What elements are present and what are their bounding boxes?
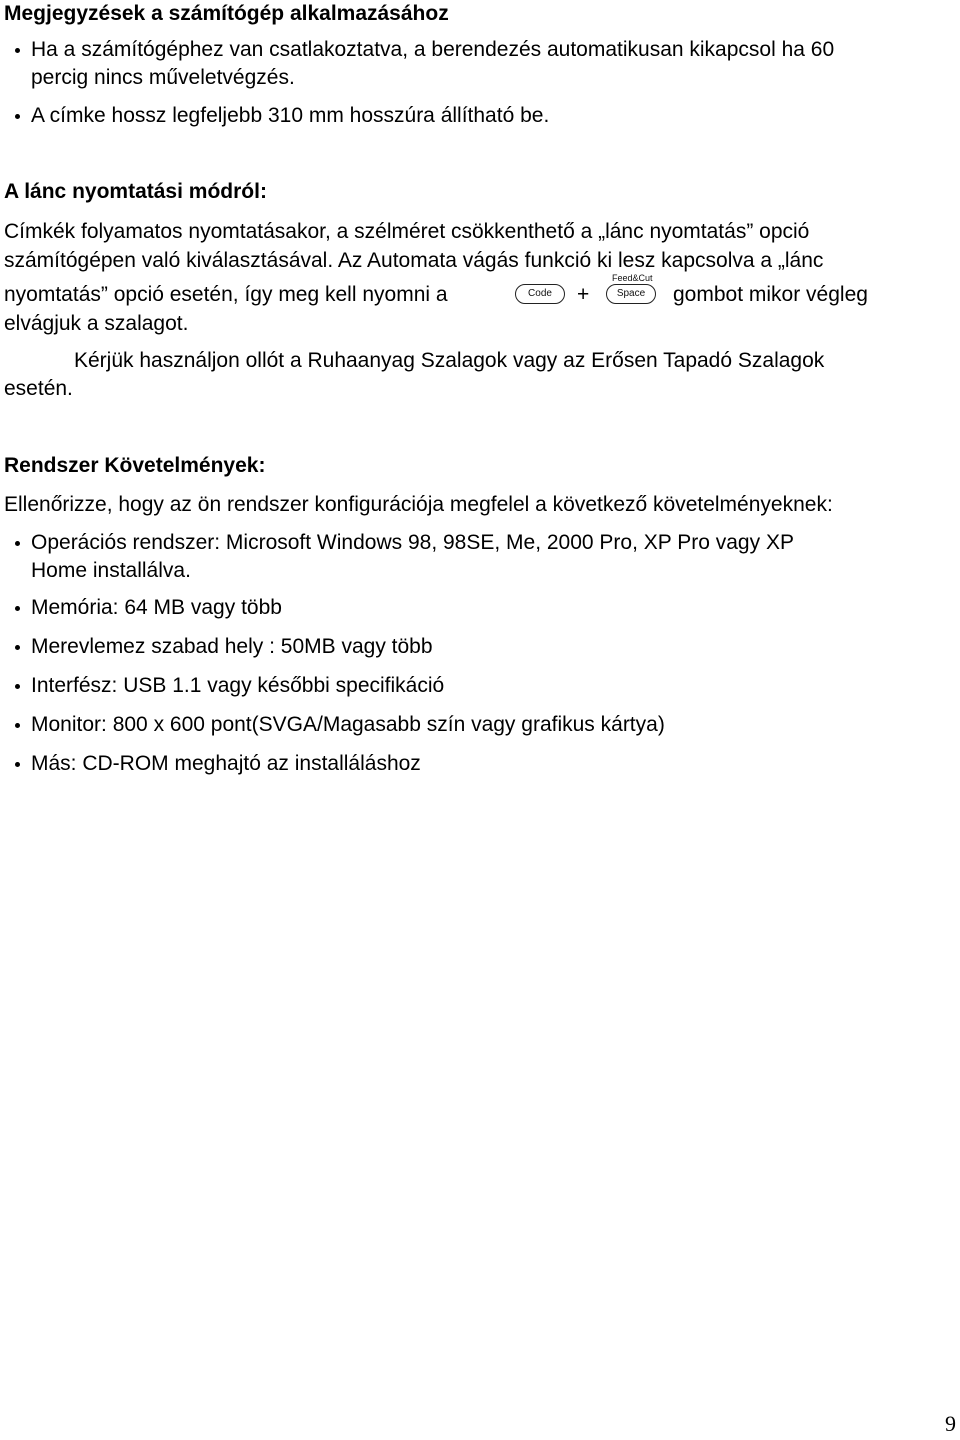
page-number: 9 (945, 1411, 956, 1436)
list-item-text: Memória: 64 MB vagy több (31, 596, 282, 619)
list-item-text: Más: CD-ROM meghajtó az installáláshoz (31, 752, 421, 775)
requirements-intro: Ellenőrizze, hogy az ön rendszer konfigurációja megfelel a következő követelményeknek: (4, 493, 833, 516)
list-item-text: A címke hossz legfeljebb 310 mm hosszúra állítható be. (31, 104, 550, 127)
list-item-text: Monitor: 800 x 600 pont(SVGA/Magasabb szín vagy grafikus kártya) (31, 713, 665, 736)
notes-title: Megjegyzések a számítógép alkalmazásához (4, 2, 449, 25)
chain-paragraph-line: gombot mikor végleg (673, 283, 868, 306)
space-key-icon: Space (606, 284, 656, 304)
requirements-title: Rendszer Követelmények: (4, 454, 266, 477)
chain-paragraph-line: számítógépen való kiválasztásával. Az Automata vágás funkció ki lesz kapcsolva a „lánc (4, 249, 824, 272)
list-item-text: Ha a számítógéphez van csatlakoztatva, a berendezés automatikusan kikapcsol ha 60 (31, 38, 835, 61)
list-item-text: Home installálva. (31, 559, 191, 582)
chain-title: A lánc nyomtatási módról: (4, 180, 267, 203)
chain-paragraph-line: elvágjuk a szalagot. (4, 312, 189, 335)
list-item-text: Operációs rendszer: Microsoft Windows 98, 98SE, Me, 2000 Pro, XP Pro vagy XP (31, 531, 794, 554)
chain-paragraph-line: nyomtatás” opció esetén, így meg kell nyomni a (4, 283, 448, 306)
chain-paragraph-line: Címkék folyamatos nyomtatásakor, a szélméret csökkenthető a „lánc nyomtatás” opció (4, 220, 810, 243)
list-item-text: Merevlemez szabad hely : 50MB vagy több (31, 635, 433, 658)
list-item-text: Interfész: USB 1.1 vagy későbbi specifikáció (31, 674, 445, 697)
code-key-icon: Code (515, 284, 565, 304)
scissors-note: Kérjük használjon ollót a Ruhaanyag Szalagok vagy az Erősen Tapadó Szalagok (74, 349, 825, 372)
list-item-text: percig nincs műveletvégzés. (31, 66, 295, 89)
key-caption: Feed&Cut (612, 273, 653, 283)
plus-sign: + (577, 283, 590, 306)
scissors-note: esetén. (4, 377, 73, 400)
